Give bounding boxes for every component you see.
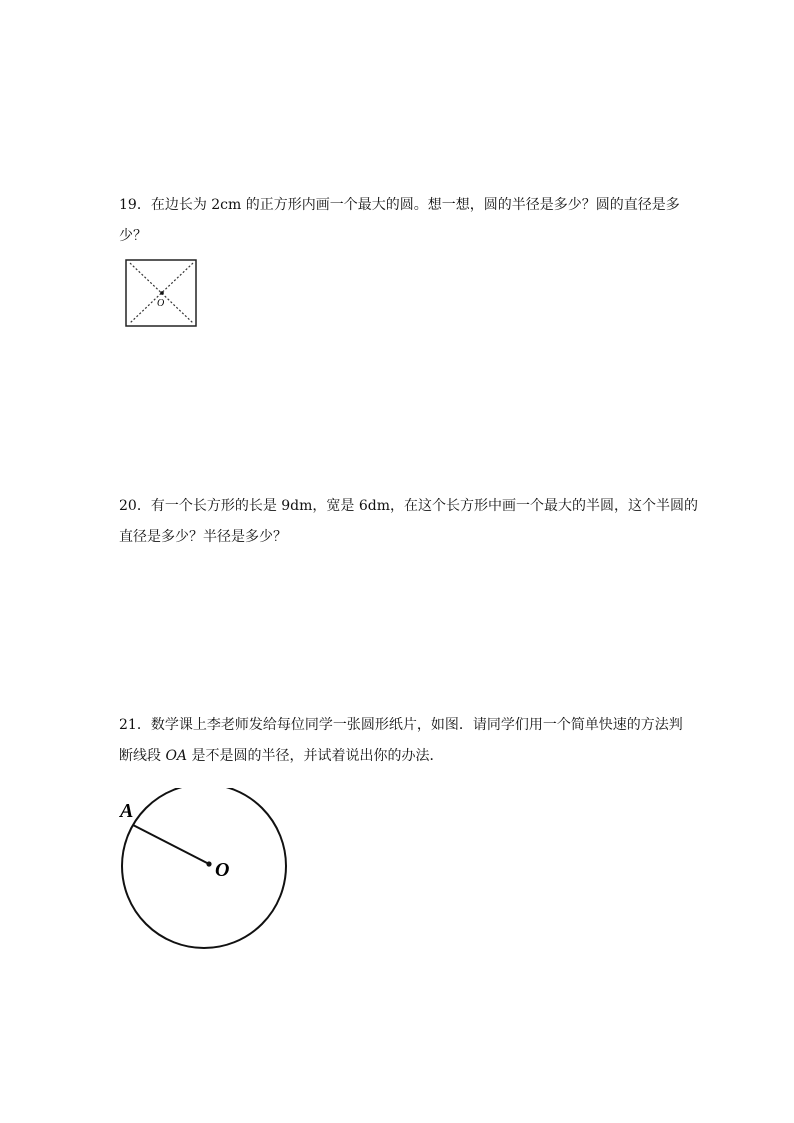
segment-oa-text: OA — [165, 748, 188, 764]
question-19-line-1: 19．在边长为 2cm 的正方形内画一个最大的圆。想一想，圆的半径是多少？圆的直径是多 — [119, 197, 680, 213]
question-20 — [119, 491, 699, 553]
center-point-o — [206, 861, 211, 866]
circle-radius-figure — [112, 788, 302, 953]
question-21-line-2-suffix: 是不是圆的半径，并试着说出你的办法． — [187, 748, 444, 764]
question-19 — [119, 190, 679, 252]
question-21-line-1: 21．数学课上李老师发给每位同学一张圆形纸片，如图．请同学们用一个简单快速的方法判 — [119, 717, 683, 733]
circle-outline — [122, 788, 286, 948]
center-label-o: O — [157, 298, 165, 309]
point-label-o: O — [215, 859, 230, 881]
point-label-a: A — [120, 800, 134, 822]
segment-oa — [133, 825, 209, 864]
square-diagonals-figure — [120, 254, 200, 330]
question-21-line-2-prefix: 断线段 — [119, 748, 166, 764]
question-20-line-2: 直径是多少？半径是多少？ — [119, 529, 287, 545]
question-21-line-2 — [119, 741, 679, 772]
question-21 — [119, 710, 683, 772]
center-point — [160, 291, 164, 295]
question-20-line-1: 20．有一个长方形的长是 9dm，宽是 6dm，在这个长方形中画一个最大的半圆，这个半圆的 — [119, 498, 699, 514]
question-19-line-2: 少？ — [119, 228, 147, 244]
